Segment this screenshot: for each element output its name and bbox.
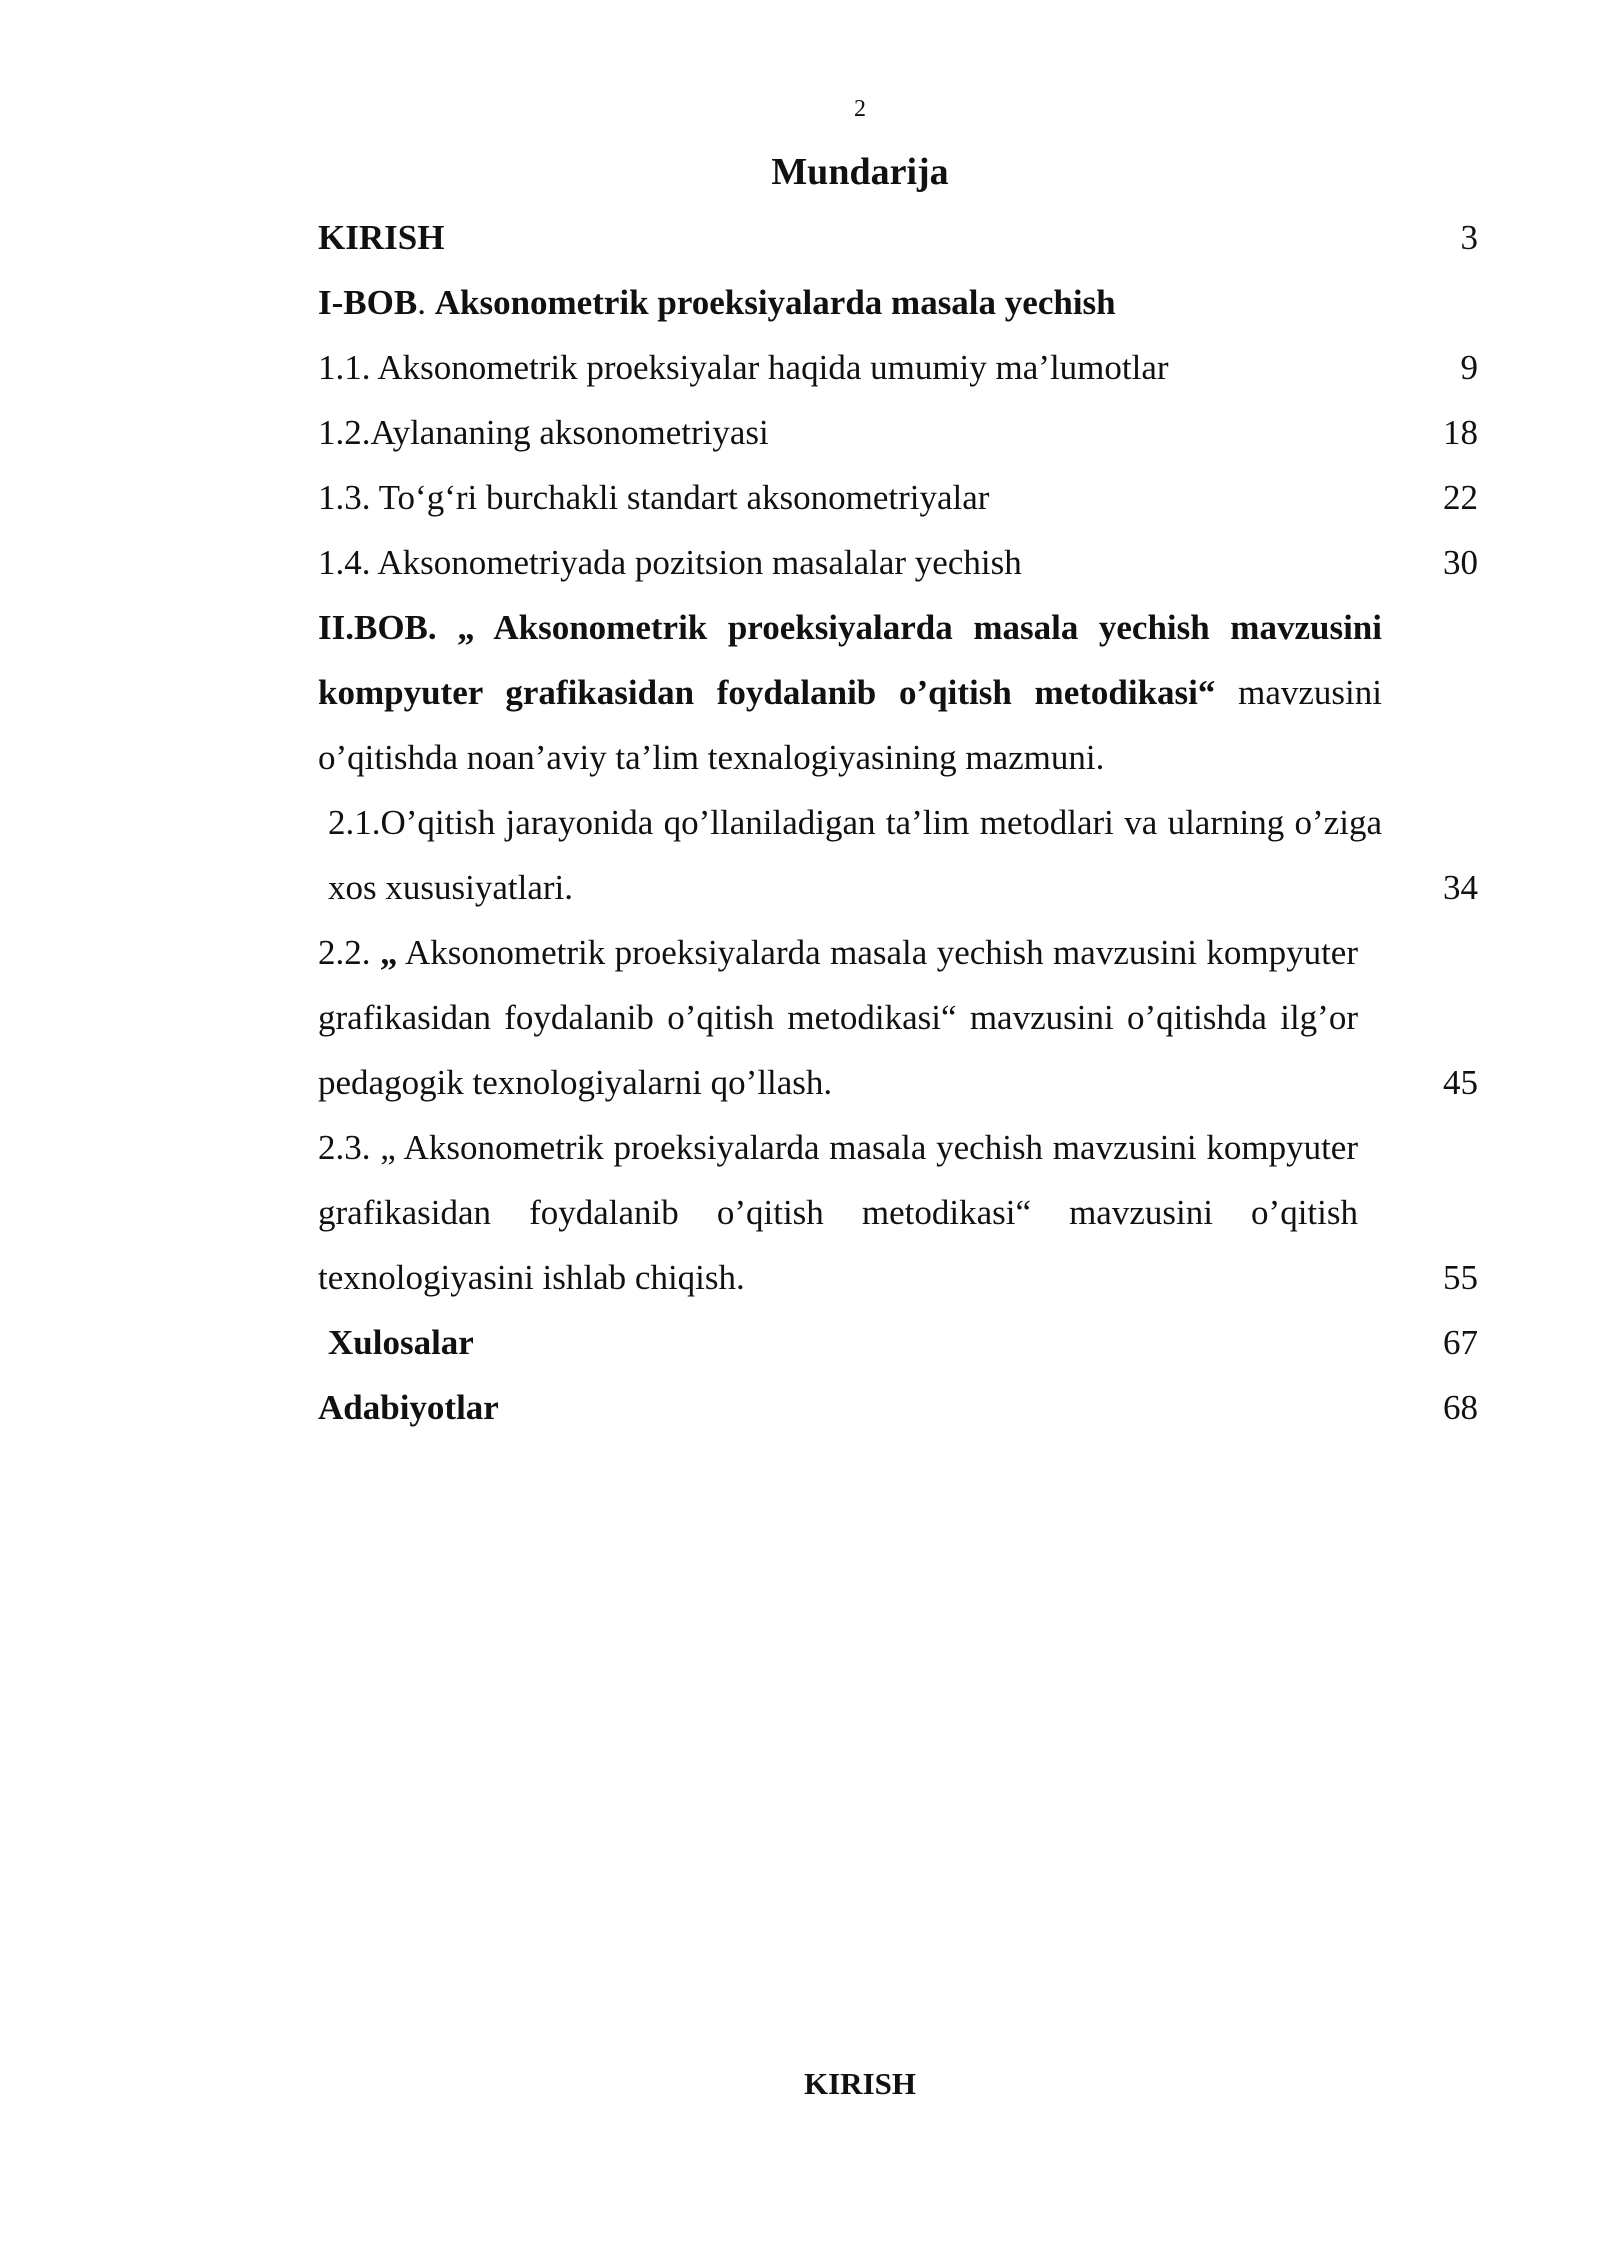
toc-entry-text: 1.4. Aksonometriyada pozitsion masalalar yechish [318, 543, 1022, 582]
toc-title: Mundarija [771, 151, 949, 193]
toc-entry-text: 2.3. „ Aksonometrik proeksiyalarda masala yechish mavzusini kompyuter grafikasidan foydalanib o’qitish metodikasi“ mavzusini o’qitish texnologiyasini ishlab chiqish. [318, 1128, 1358, 1297]
toc-page-ref: 55 [1443, 1258, 1478, 1297]
toc-entry-text [318, 595, 1382, 790]
opening-quote: „ [379, 933, 398, 972]
toc-entry-conclusions [318, 1310, 1478, 1375]
toc-entry-text: Adabiyotlar [318, 1388, 499, 1427]
toc-entry-1-1 [318, 335, 1478, 400]
toc-entry-text: 1.3. To‘g‘ri burchakli standart aksonometriyalar [318, 478, 990, 517]
toc-page-ref: 18 [1443, 413, 1478, 452]
next-section-heading: KIRISH [804, 2066, 916, 2101]
toc-entry-1-4 [318, 530, 1478, 595]
toc-entry-text [318, 270, 1382, 335]
toc-entry-references [318, 1375, 1478, 1440]
chapter-title-rest: mavzusini o’qitishda noan’aviy ta’lim texnalogiyasining mazmuni. [318, 673, 1382, 777]
chapter-title-bold: II.BOB. „ Aksonometrik proeksiyalarda masala yechish mavzusini kompyuter grafikasidan foydalanib o’qitish metodikasi“ [318, 608, 1382, 712]
toc-entry-introduction [318, 205, 1478, 270]
section-title: Aksonometrik proeksiyalarda masala yechish mavzusini kompyuter grafikasidan foydalanib o’qitish metodikasi“ mavzusini o’qitishda ilg’or pedagogik texnologiyalarni qo’llash. [318, 933, 1358, 1102]
toc-entry-chapter-1 [318, 270, 1478, 335]
chapter-separator: . [417, 283, 435, 322]
toc-entry-text: 1.2.Aylananing aksonometriyasi [318, 413, 769, 452]
toc-page-ref: 67 [1443, 1323, 1478, 1362]
toc-entry-chapter-2 [318, 595, 1478, 790]
toc-entry-text: Xulosalar [328, 1323, 474, 1362]
chapter-label: I-BOB [318, 283, 418, 322]
toc-page-ref: 22 [1443, 478, 1478, 517]
table-of-contents [318, 205, 1478, 1440]
toc-entry-text [318, 920, 1358, 1115]
toc-entry-2-2 [318, 920, 1478, 1115]
toc-entry-2-3 [318, 1115, 1478, 1310]
toc-entry-1-2 [318, 400, 1478, 465]
toc-page-ref: 3 [1460, 218, 1478, 257]
section-number: 2.2. [318, 933, 380, 972]
toc-page-ref: 45 [1443, 1063, 1478, 1102]
toc-entry-text: 1.1. Aksonometrik proeksiyalar haqida umumiy ma’lumotlar [318, 348, 1169, 387]
toc-entry-2-1 [318, 790, 1478, 920]
chapter-title: Aksonometrik proeksiyalarda masala yechish [434, 283, 1116, 322]
toc-page-ref: 34 [1443, 868, 1478, 907]
page-number: 2 [854, 96, 866, 122]
toc-page-ref: 30 [1443, 543, 1478, 582]
toc-entry-text: KIRISH [318, 218, 445, 257]
toc-entry-text: 2.1.O’qitish jarayonida qo’llaniladigan ta’lim metodlari va ularning o’ziga xos xususiyatlari. [328, 803, 1382, 907]
toc-page-ref: 68 [1443, 1388, 1478, 1427]
toc-entry-1-3 [318, 465, 1478, 530]
toc-page-ref: 9 [1460, 348, 1478, 387]
